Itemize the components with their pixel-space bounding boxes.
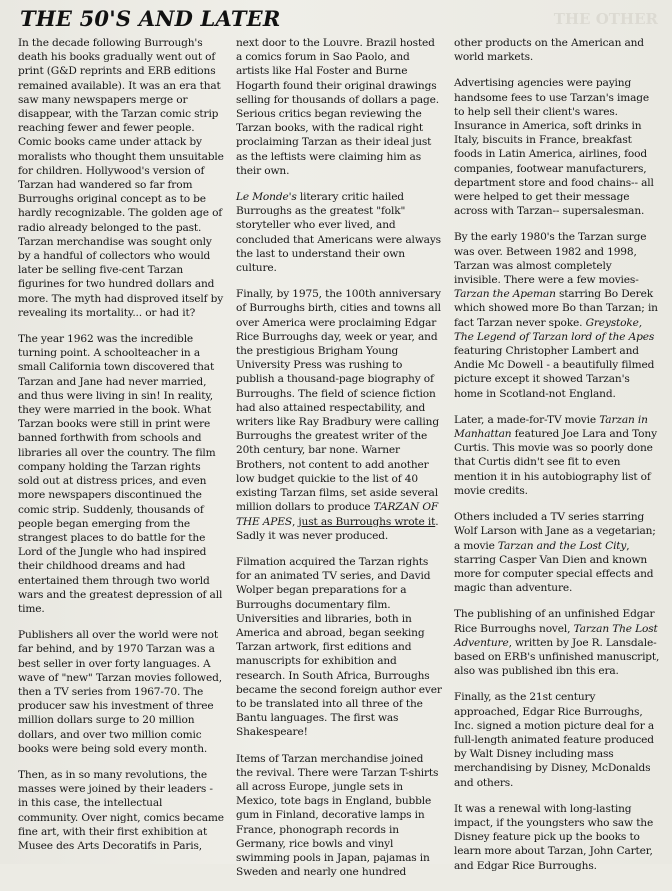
text-run: Later, a made-for-TV movie [454, 413, 600, 426]
text-run: The publishing of an unfinished Edgar Rice Burroughs novel, [454, 608, 655, 635]
text-run: Finally, as the 21st century approached, Edgar Rice Burroughs, Inc. signed a motion picture deal for a full-length animated feature produced by Walt Disney including mass merchandising by Disney, McDonalds and others. [454, 691, 655, 789]
paragraph [236, 36, 442, 178]
text-run: Items of Tarzan merchandise joined the revival. There were Tarzan T-shirts all across Europe, jungle sets in Mexico, tote bags in England, bubble gum in Finland, decorative lamps in France, phonograph records in Germany, rice bowls and vinyl swimming pools in Japan, pajamas in Sweden and nearly one hundred [236, 752, 439, 879]
text-run: Advertising agencies were paying handsome fees to use Tarzan's image to help sell their client's wares. Insurance in America, soft drinks in Italy, biscuits in France, breakfast foods in Latin America, airlines, food companies, footwear manufacturers, department store and food chains-- all were helped to get their message across with Tarzan-- supersalesman. [454, 77, 654, 218]
paragraph [236, 752, 442, 880]
italic-text: TARZAN OF THE APES [236, 501, 439, 528]
italic-text: Greystoke, The Legend of Tarzan lord of the Apes [454, 316, 655, 343]
text-run: The year 1962 was the incredible turning point. A schoolteacher in a small California town discovered that Tarzan and Jane had never married, and thus were living in sin! In reality, they were married in the book. What Tarzan books were still in print were banned forthwith from schools and libraries all over the country. The film company holding the Tarzan rights sold out at distress prices, and even more newspapers discontinued the comic strip. Suddenly, thousands of people began emerging from the strangest places to do battle for the Lord of the Jungle who had inspired their childhood dreams and had entertained them through two world wars and the greatest depression of all time. [18, 333, 223, 615]
page-title: THE 50'S AND LATER [20, 6, 281, 31]
italic-text: Tarzan The Lost Adventure [454, 622, 658, 649]
paragraph [18, 332, 224, 616]
paragraph [236, 190, 442, 275]
text-run: next door to the Louvre. Brazil hosted a comics forum in Sao Paolo, and artists like Hal Foster and Burne Hogarth found their original drawings selling for thousands of dollars a page. Serious critics began reviewing the Tarzan books, with the radical right proclaiming Tarzan as their ideal just as the leftists were claiming him as their own. [236, 37, 439, 177]
paragraph [454, 230, 660, 400]
text-run: Then, as in so many revolutions, the masses were joined by their leaders - in this case, the intellectual community. Over night, comics became fine art, with their first exhibition at Musee des Arts Decoratifs in Paris, [18, 768, 224, 852]
column-3 [454, 36, 660, 891]
text-run: other products on the American and world markets. [454, 37, 644, 64]
text-run: featured Joe Lara and Tony Curtis. This movie was so poorly done that Curtis didn't see fit to even mention it in his autobiography list of movie credits. [454, 428, 657, 497]
underlined-text: just as Burroughs wrote it [298, 515, 436, 528]
text-run: starring Bo Derek which showed more Bo than Tarzan; in fact Tarzan never spoke. [454, 288, 658, 329]
text-run: . Sadly it was never produced. [236, 515, 439, 542]
paragraph [454, 36, 660, 64]
paragraph [454, 413, 660, 498]
text-run: , written by Joe R. Lansdale-based on ERB's unfinished manuscript, also was published ibn this era. [454, 636, 660, 678]
paragraph [454, 510, 660, 595]
text-run: literary critic hailed Burroughs as the greatest "folk" storyteller who ever lived, and concluded that Americans were always the last to understand their own culture. [236, 191, 441, 275]
column-1 [18, 36, 224, 891]
italic-text: Tarzan in Manhattan [454, 413, 648, 441]
text-run: , starring Casper Van Dien and known more for computer special effects and magic than adventure. [454, 539, 654, 595]
italic-text: Tarzan and the Lost City [497, 539, 627, 552]
text-run: Finally, by 1975, the 100th anniversary of Burroughs birth, cities and towns all over America were proclaiming Edgar Rice Burroughs day, week or year, and the prestigious Brigham Young University Press was rushing to publish a thousand-page biography of Burroughs. The field of science fiction had also attained respectability, and writers like Ray Bradbury were calling Burroughs the greatest writer of the 20th century, bar none. Warner Brothers, not content to add another low budget quickie to the list of 40 existing Tarzan films, set aside several million dollars to produce [236, 288, 441, 514]
paragraph [236, 555, 442, 740]
column-2 [236, 36, 442, 891]
text-run: In the decade following Burrough's death his books gradually went out of print (G&D reprints and ERB editions remained available). It was an era that saw many newspapers merge or disappear, with the Tarzan comic strip reaching fewer and fewer people. Comic books came under attack by moralists who thought them unsuitable for children. Hollywood's version of Tarzan had wandered so far from Burroughs original concept as to be hardly recognizable. The golden age of radio already belonged to the past. Tarzan merchandise was sought only by a handful of collectors who would later be selling five-cent Tarzan figurines for two hundred dollars and more. The myth had disproved itself by revealing its mortality... or had it? [18, 37, 224, 319]
text-run: It was a renewal with long-lasting impact, if the youngsters who saw the Disney feature pick up the books to learn more about Tarzan, John Carter, and Edgar Rice Burroughs. [454, 802, 654, 872]
paragraph [454, 76, 660, 218]
text-run: Others included a TV series starring Wolf Larson with Jane as a vegetarian; a movie [454, 511, 656, 552]
paragraph [18, 628, 224, 756]
italic-text: Tarzan the Apeman [454, 288, 556, 301]
italic-text: Le Monde's [236, 191, 297, 204]
text-run: featuring Christopher Lambert and Andie Mc Dowell - a beautifully filmed picture except it showed Tarzan's home in Scotland-not England. [454, 345, 655, 400]
article-body [18, 36, 662, 891]
text-run: Publishers all over the world were not far behind, and by 1970 Tarzan was a best seller in over forty languages. A wave of "new" Tarzan movies followed, then a TV series from 1967-70. The producer saw his investment of three million dollars surge to 20 million dollars, and over two million comic books were being sold every month. [18, 629, 222, 755]
paragraph [454, 802, 660, 873]
paragraph [454, 607, 660, 678]
paragraph [18, 768, 224, 853]
paragraph [236, 287, 442, 543]
text-run: Filmation acquired the Tarzan rights for an animated TV series, and David Wolper began preparations for a Burroughs documentary film. Universities and libraries, both in America and abroad, began seeking Tarzan artwork, first editions and manuscripts for exhibition and research. In South Africa, Burroughs became the second foreign author ever to be translated into all three of the Bantu languages. The first was Shakespeare! [236, 555, 442, 739]
text-run: , [291, 515, 299, 528]
paragraph [18, 36, 224, 320]
paragraph [454, 690, 660, 789]
text-run: By the early 1980's the Tarzan surge was over. Between 1982 and 1998, Tarzan was almost completely invisible. There were a few movies- [454, 231, 647, 287]
bleed-through-text: THE OTHER [553, 10, 658, 28]
